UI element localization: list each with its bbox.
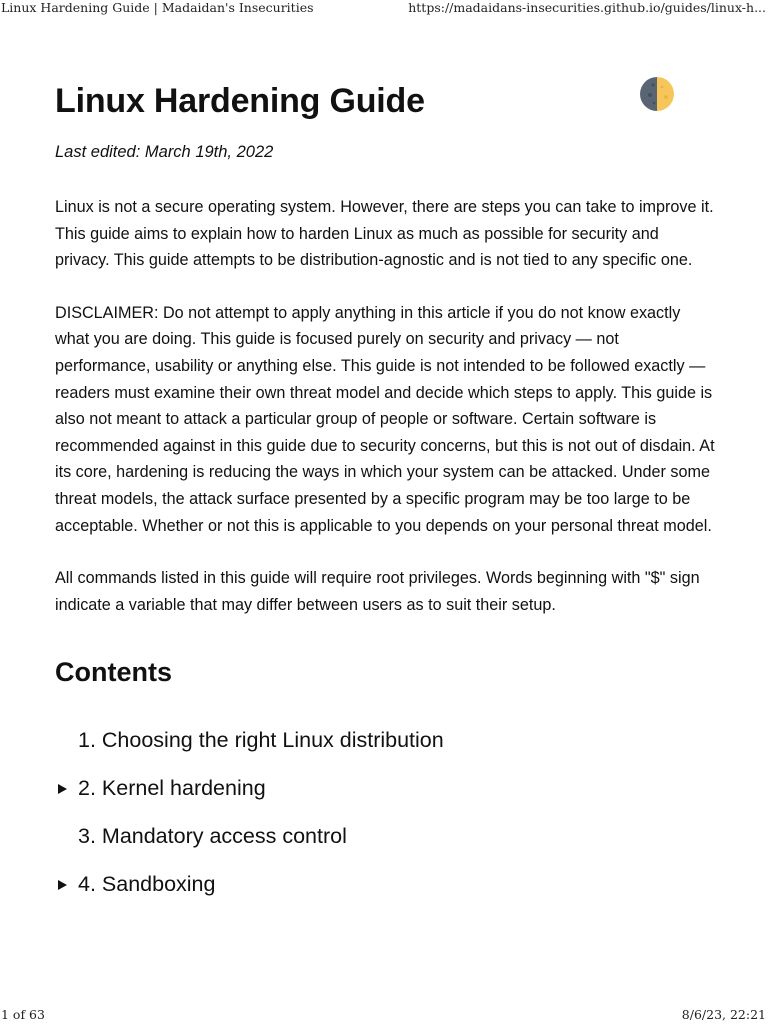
toc-item-choosing-distribution[interactable] [55, 728, 715, 776]
disclosure-triangle-icon[interactable] [58, 784, 67, 794]
article [55, 78, 715, 920]
toc-item-label[interactable]: 3. Mandatory access control [78, 824, 347, 849]
print-header [0, 0, 768, 16]
print-header-url[interactable]: https://madaidans-insecurities.github.io/guides/linux-h... [408, 0, 766, 15]
toc-item-mandatory-access-control[interactable] [55, 824, 715, 872]
toc-item-kernel-hardening[interactable] [55, 776, 715, 824]
table-of-contents [55, 728, 715, 920]
print-header-page-title: Linux Hardening Guide | Madaidan's Insecurities [1, 0, 314, 15]
disclosure-triangle-icon[interactable] [58, 880, 67, 890]
print-footer-timestamp: 8/6/23, 22:21 [681, 1007, 766, 1022]
toc-item-sandboxing[interactable] [55, 872, 715, 920]
toc-item-label[interactable]: 4. Sandboxing [78, 872, 216, 897]
commands-note-paragraph: All commands listed in this guide will require root privileges. Words beginning with "$" sign indicate a variable that may differ between users as to suit their setup. [55, 569, 700, 614]
disclaimer-paragraph: DISCLAIMER: Do not attempt to apply anything in this article if you do not know exactly what you are doing. This guide is focused purely on security and privacy — not performance, usability or anything else. This guide is not intended to be followed exactly — readers must examine their own threat model and decide which steps to apply. This guide is also not meant to attack a particular group of people or software. Certain software is recommended against in this guide due to security concerns, but this is not out of disdain. At its core, hardening is reducing the ways in which your system can be attacked. Under some threat models, the attack surface presented by a specific program may be too large to be acceptable. Whether or not this is applicable to you depends on your personal threat model. [55, 303, 715, 535]
page-title: Linux Hardening Guide [55, 82, 425, 120]
print-footer-page-count: 1 of 63 [1, 1007, 45, 1022]
last-edited-date: Last edited: March 19th, 2022 [55, 143, 274, 161]
contents-heading: Contents [55, 657, 172, 688]
intro-paragraph: Linux is not a secure operating system. However, there are steps you can take to improve it. This guide aims to explain how to harden Linux as much as possible for security and privacy. This guide attempts to be distribution-agnostic and is not tied to any specific one. [55, 198, 714, 270]
toc-item-label[interactable]: 1. Choosing the right Linux distribution [78, 728, 444, 753]
print-footer [0, 1007, 768, 1023]
toc-item-label[interactable]: 2. Kernel hardening [78, 776, 266, 801]
